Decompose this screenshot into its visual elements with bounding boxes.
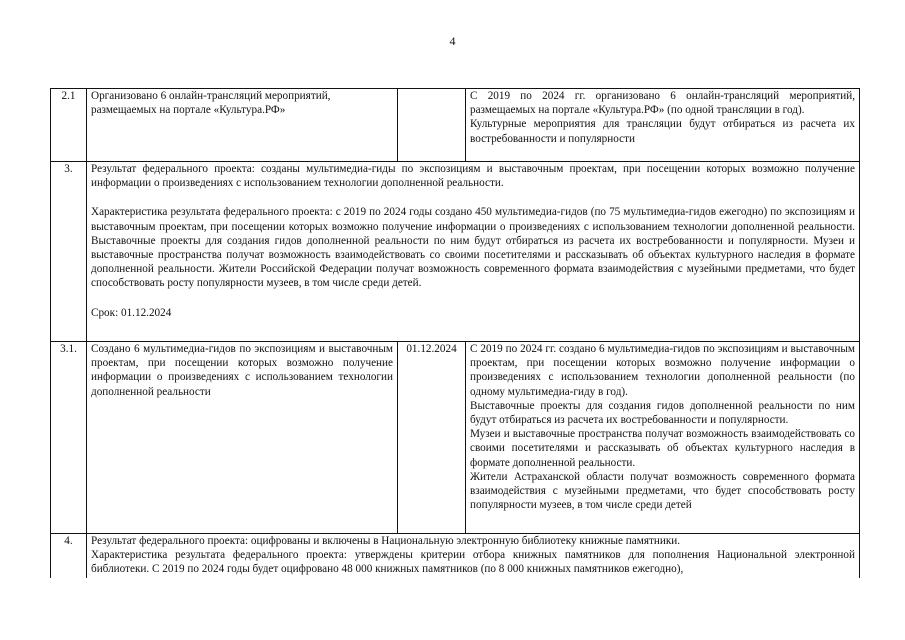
- deadline-text: Срок: 01.12.2024: [91, 306, 172, 319]
- federal-result-text: Результат федерального проекта: оцифрованы и включены в Национальную электронную библиотеку книжные памятники.: [91, 535, 681, 547]
- table-row-3-1: [51, 342, 860, 534]
- description-paragraph: С 2019 по 2024 гг. организовано 6 онлайн-трансляций мероприятий, размещаемых на портале «Культура.РФ» (по одной трансляции в год).: [470, 90, 855, 117]
- page-number: 4: [449, 34, 456, 48]
- result-title: Создано 6 мультимедиа-гидов по экспозициям и выставочным проектам, при посещении которых возможно получение информации о произведениях с использованием технологии дополненной реальности: [87, 342, 398, 534]
- table-row-2-1: [51, 89, 860, 162]
- description-paragraph: Жители Астраханской области получат возможность современного формата взаимодействия с музейными предметами, что будет способствовать росту популярности музеев, в том числе среди детей: [470, 470, 855, 512]
- row-number: 3.1.: [51, 342, 87, 534]
- deadline-cell: 01.12.2024: [398, 342, 466, 534]
- result-description: [466, 342, 860, 534]
- description-paragraph: Культурные мероприятия для трансляции будут отбираться из расчета их востребованности и популярности: [470, 118, 855, 145]
- federal-result-block: [87, 534, 860, 578]
- result-title: Организовано 6 онлайн-трансляций мероприятий, размещаемых на портале «Культура.РФ»: [87, 89, 398, 162]
- table-row-3: [51, 162, 860, 342]
- row-number: 4.: [51, 534, 87, 578]
- description-paragraph: С 2019 по 2024 гг. создано 6 мультимедиа-гидов по экспозициям и выставочным проектам, при посещении которых возможно получение информации о произведениях с использованием технологии дополненной реальности (по одному мультимедиа-гиду в год).: [470, 343, 855, 398]
- federal-result-block: [87, 162, 860, 342]
- row-number: 3.: [51, 162, 87, 342]
- row-number: 2.1: [51, 89, 87, 162]
- deadline-cell: [398, 89, 466, 162]
- table-row-4: [51, 534, 860, 578]
- spacer: [91, 291, 855, 306]
- project-results-table: [50, 88, 860, 578]
- result-characteristic: Характеристика результата федерального проекта: утверждены критерии отбора книжных памятников для пополнения Национальной электронной библиотеки. С 2019 по 2024 годы будет оцифровано 48 000 книжных памятников (по 8 000 книжных памятников ежегодно),: [91, 549, 855, 576]
- result-characteristic: Характеристика результата федерального проекта: с 2019 по 2024 годы создано 450 мультимедиа-гидов (по 75 мультимедиа-гидов ежегодно) по экспозициям и выставочным проектам, при посещении которых возможно получение информации о произведениях с использованием технологии дополненной реальности. Выставочные проекты для создания гидов дополненной реальности по ним будут отбираться из расчета их востребованности и популярности. Музеи и выставочные пространства получат возможность взаимодействовать со своими посетителями и рассказывать об объектах культурного наследия в формате дополненной реальности. Жители Российской Федерации получат возможность современного формата взаимодействия с музейными предметами, что будет способствовать росту популярности музеев, в том числе среди детей.: [91, 206, 855, 290]
- spacer: [91, 190, 855, 205]
- description-paragraph: Выставочные проекты для создания гидов дополненной реальности по ним будут отбираться из расчета их востребованности и популярности.: [470, 399, 855, 427]
- federal-result-text: Результат федерального проекта: созданы мультимедиа-гиды по экспозициям и выставочным проектам, при посещении которых возможно получение информации о произведениях с использованием технологии дополненной реальности.: [91, 163, 855, 190]
- result-description: [466, 89, 860, 162]
- description-paragraph: Музеи и выставочные пространства получат возможность взаимодействовать со своими посетителями и рассказывать об объектах культурного наследия в формате дополненной реальности.: [470, 428, 855, 469]
